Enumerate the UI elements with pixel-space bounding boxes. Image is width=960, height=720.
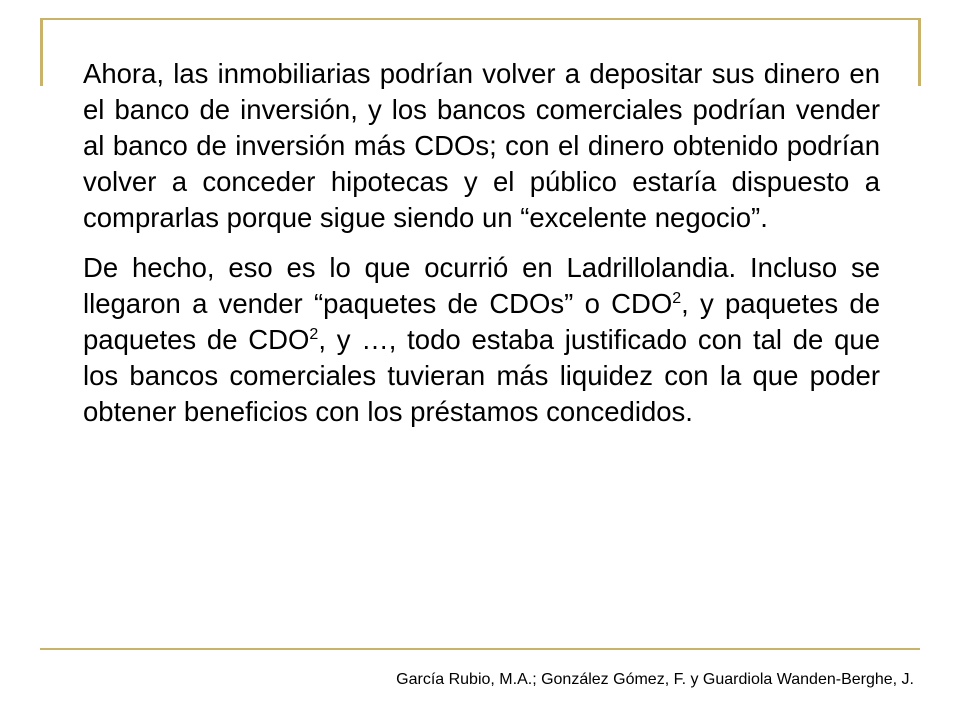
- frame-right-rule: [918, 18, 921, 86]
- slide-body: [83, 56, 880, 444]
- paragraph-2-part-1: De hecho, eso es lo que ocurrió en Ladrillolandia. Incluso se llegaron a vender “paquetes de CDOs” o CDO: [83, 252, 880, 319]
- frame-left-rule: [40, 18, 43, 86]
- frame-top-rule: [40, 18, 920, 20]
- paragraph-2: [83, 250, 880, 430]
- paragraph-2-part-2: , y paquetes de paquetes de CDO: [83, 288, 880, 355]
- footer-authors: García Rubio, M.A.; González Gómez, F. y Guardiola Wanden-Berghe, J.: [396, 671, 914, 688]
- paragraph-2-part-3: , y …, todo estaba justificado con tal de que los bancos comerciales tuvieran más liquidez con la que poder obtener beneficios con los préstamos concedidos.: [83, 324, 880, 427]
- paragraph-1: Ahora, las inmobiliarias podrían volver a depositar sus dinero en el banco de inversión, y los bancos comerciales podrían vender al banco de inversión más CDOs; con el dinero obtenido podrían volver a conceder hipotecas y el público estaría dispuesto a comprarlas porque sigue siendo un “excelente negocio”.: [83, 58, 880, 233]
- frame-bottom-rule: [40, 648, 920, 650]
- superscript-2-first: 2: [672, 290, 682, 307]
- superscript-2-second: 2: [309, 326, 319, 343]
